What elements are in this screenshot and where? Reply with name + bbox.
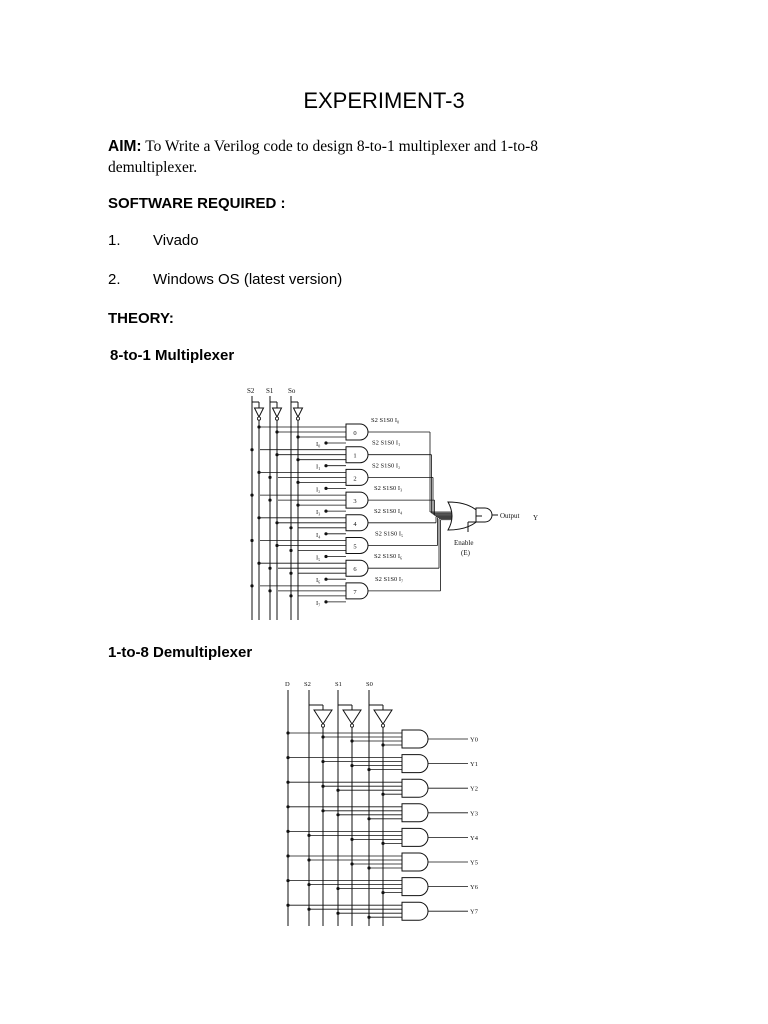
input-label: S1 — [335, 681, 342, 688]
junction-dot — [275, 521, 278, 524]
junction-dot — [307, 883, 310, 886]
input-label: I₃ — [316, 509, 321, 517]
input-label: I₇ — [316, 599, 321, 607]
select-label: So — [288, 387, 296, 395]
junction-dot — [296, 481, 299, 484]
gate-number: 2 — [353, 475, 357, 483]
junction-dot — [286, 781, 289, 784]
output-label: Y7 — [470, 908, 478, 916]
junction-dot — [268, 589, 271, 592]
not-gate — [314, 710, 332, 724]
and-gate — [346, 492, 368, 508]
input-label: I₀ — [316, 441, 321, 448]
junction-dot — [257, 471, 260, 474]
not-gate-bubble — [296, 417, 299, 420]
software-item — [108, 271, 342, 288]
output-label: Y4 — [470, 834, 478, 842]
gate-number: 6 — [353, 566, 357, 574]
junction-dot — [275, 430, 278, 433]
not-gate — [374, 710, 392, 724]
aim-text: To Write a Verilog code to design 8-to-1 multiplexer and 1-to-8 demultiplexer. — [108, 138, 539, 176]
gate-number: 3 — [353, 498, 357, 506]
junction-dot — [336, 912, 339, 915]
and-gate — [402, 828, 428, 846]
input-label: I₄ — [316, 531, 321, 539]
output-label: Output — [500, 512, 520, 520]
output-label: Y5 — [470, 859, 478, 867]
junction-dot — [286, 731, 289, 734]
junction-dot — [257, 516, 260, 519]
junction-dot — [275, 544, 278, 547]
not-gate — [294, 408, 303, 417]
junction-dot — [296, 458, 299, 461]
and-gate — [402, 755, 428, 773]
junction-dot — [286, 805, 289, 808]
not-gate-bubble — [257, 417, 260, 420]
junction-dot — [250, 539, 253, 542]
junction-dot — [250, 584, 253, 587]
software-item-name: Windows OS (latest version) — [153, 271, 343, 288]
junction-dot — [286, 904, 289, 907]
not-gate — [255, 408, 264, 417]
junction-dot — [307, 834, 310, 837]
and-gate — [402, 853, 428, 871]
junction-dot — [268, 476, 271, 479]
junction-dot — [257, 425, 260, 428]
not-gate — [343, 710, 361, 724]
and-gate — [346, 424, 368, 440]
junction-dot — [367, 768, 370, 771]
software-heading: SOFTWARE REQUIRED : — [108, 195, 286, 212]
enable-symbol: (E) — [461, 549, 470, 557]
input-label: S2 — [304, 681, 311, 688]
demux-heading: 1-to-8 Demultiplexer — [108, 644, 253, 661]
output-label: Y6 — [470, 884, 478, 892]
input-label: S0 — [366, 681, 373, 688]
junction-dot — [296, 435, 299, 438]
gate-number: 0 — [353, 430, 357, 437]
output-name: Y — [533, 514, 539, 522]
input-dot — [324, 464, 327, 467]
junction-dot — [286, 830, 289, 833]
input-label: I₂ — [316, 486, 321, 494]
junction-dot — [321, 809, 324, 812]
input-label: I₅ — [316, 554, 321, 562]
minterm-label: S2 S1S0 I₂ — [372, 462, 401, 470]
not-gate — [273, 408, 282, 417]
junction-dot — [286, 756, 289, 759]
input-label: I₁ — [316, 463, 321, 471]
not-gate-bubble — [350, 724, 353, 727]
junction-dot — [321, 735, 324, 738]
junction-dot — [350, 764, 353, 767]
junction-dot — [381, 793, 384, 796]
and-gate — [402, 804, 428, 822]
input-label: D — [285, 681, 290, 688]
and-gate — [402, 902, 428, 920]
junction-dot — [307, 858, 310, 861]
input-dot — [324, 510, 327, 513]
input-dot — [324, 600, 327, 603]
not-gate-bubble — [381, 724, 384, 727]
junction-dot — [321, 760, 324, 763]
junction-dot — [336, 789, 339, 792]
select-label: S2 — [247, 387, 255, 395]
enable-label: Enable — [454, 539, 474, 547]
minterm-label: S2 S1S0 I₁ — [372, 439, 401, 447]
theory-heading: THEORY: — [108, 310, 174, 327]
not-gate-bubble — [321, 724, 324, 727]
junction-dot — [336, 887, 339, 890]
output-label: Y2 — [470, 785, 478, 793]
junction-dot — [381, 891, 384, 894]
output-label: Y3 — [470, 810, 478, 818]
not-gate-bubble — [275, 417, 278, 420]
junction-dot — [367, 916, 370, 919]
junction-dot — [257, 562, 260, 565]
and-gate — [346, 515, 368, 531]
gate-number: 1 — [353, 452, 357, 460]
and-gate — [402, 779, 428, 797]
minterm-label: S2 S1S0 I₇ — [375, 575, 404, 583]
junction-dot — [307, 908, 310, 911]
input-dot — [324, 555, 327, 558]
software-item — [108, 232, 199, 249]
and-gate — [346, 447, 368, 463]
software-item-name: Vivado — [153, 232, 199, 249]
and-gate — [346, 583, 368, 599]
input-dot — [324, 487, 327, 490]
junction-dot — [250, 448, 253, 451]
junction-dot — [296, 504, 299, 507]
junction-dot — [268, 567, 271, 570]
junction-dot — [286, 879, 289, 882]
junction-dot — [350, 739, 353, 742]
and-gate — [402, 878, 428, 896]
aim-label: AIM: — [108, 138, 142, 155]
enable-and-gate — [476, 508, 492, 522]
and-gate — [346, 560, 368, 576]
output-label: Y1 — [470, 761, 478, 769]
junction-dot — [336, 813, 339, 816]
junction-dot — [350, 838, 353, 841]
mux-diagram — [240, 382, 550, 622]
page-title: EXPERIMENT-3 — [303, 88, 465, 113]
junction-dot — [286, 854, 289, 857]
junction-dot — [289, 594, 292, 597]
junction-dot — [268, 499, 271, 502]
select-label: S1 — [266, 387, 274, 395]
gate-number: 4 — [353, 520, 357, 528]
software-item-number: 2. — [108, 271, 121, 288]
gate-number: 7 — [353, 588, 357, 596]
input-dot — [324, 578, 327, 581]
minterm-label: S2 S1S0 I₅ — [375, 530, 404, 538]
minterm-label: S2 S1S0 I₃ — [374, 485, 403, 493]
input-dot — [324, 441, 327, 444]
minterm-label: S2 S1S0 I₆ — [374, 553, 403, 561]
input-dot — [324, 532, 327, 535]
junction-dot — [289, 572, 292, 575]
junction-dot — [321, 785, 324, 788]
and-gate — [346, 538, 368, 554]
and-gate — [346, 469, 368, 485]
input-label: I₆ — [316, 577, 321, 585]
software-item-number: 1. — [108, 232, 121, 249]
junction-dot — [350, 862, 353, 865]
junction-dot — [289, 549, 292, 552]
gate-number: 5 — [353, 543, 357, 551]
junction-dot — [367, 866, 370, 869]
junction-dot — [381, 743, 384, 746]
aim-paragraph — [108, 136, 628, 178]
junction-dot — [381, 842, 384, 845]
output-label: Y0 — [470, 736, 478, 744]
junction-dot — [250, 494, 253, 497]
minterm-label: S2 S1S0 I₄ — [374, 507, 403, 515]
demux-diagram — [280, 678, 500, 928]
mux-heading: 8-to-1 Multiplexer — [110, 347, 235, 364]
and-gate — [402, 730, 428, 748]
junction-dot — [367, 817, 370, 820]
junction-dot — [289, 526, 292, 529]
junction-dot — [275, 453, 278, 456]
minterm-label: S2 S1S0 I₀ — [371, 417, 400, 424]
